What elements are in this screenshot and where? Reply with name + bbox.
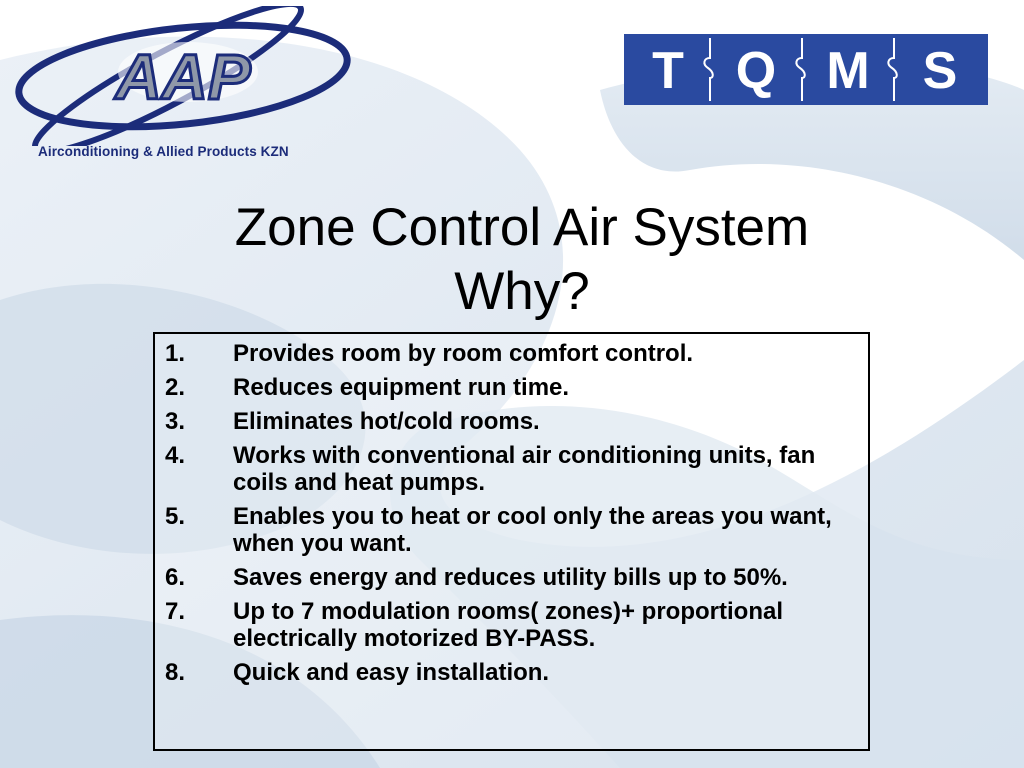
tqms-puzzle-emblem: [624, 34, 988, 105]
item-number: 1.: [165, 340, 186, 367]
slide-title: [150, 196, 894, 324]
item-text: Provides room by room comfort control.: [233, 340, 694, 367]
item-number: 6.: [165, 564, 186, 591]
item-number: 5.: [165, 503, 186, 530]
aap-mark-text: AAP: [115, 41, 251, 113]
item-text: Works with conventional air conditioning units, fan coils and heat pumps.: [233, 442, 816, 496]
title-line-2: Why?: [454, 262, 590, 321]
item-number: 7.: [165, 598, 186, 625]
tqms-logo: [624, 34, 988, 105]
list-item: [165, 598, 858, 652]
list-item: [165, 374, 858, 401]
aap-caption: Airconditioning & Allied Products KZN: [38, 144, 289, 159]
list-item: [165, 659, 858, 686]
tqms-letter-s: S: [922, 42, 958, 100]
item-text: Reduces equipment run time.: [233, 374, 570, 401]
tqms-letter-q: Q: [735, 42, 777, 100]
reasons-box: [153, 332, 870, 751]
title-line-1: Zone Control Air System: [234, 198, 810, 257]
aap-logo: [8, 6, 358, 166]
list-item: [165, 503, 858, 557]
item-text: Up to 7 modulation rooms( zones)+ proportional electrically motorized BY-PASS.: [233, 598, 783, 652]
list-item: [165, 340, 858, 367]
item-number: 4.: [165, 442, 186, 469]
item-text: Quick and easy installation.: [233, 659, 550, 686]
item-text: Enables you to heat or cool only the areas you want, when you want.: [233, 503, 832, 557]
item-text: Eliminates hot/cold rooms.: [233, 408, 540, 435]
item-number: 2.: [165, 374, 186, 401]
list-item: [165, 442, 858, 496]
item-number: 3.: [165, 408, 186, 435]
reasons-list: [155, 334, 868, 686]
list-item: [165, 564, 858, 591]
tqms-letter-t: T: [652, 42, 684, 100]
aap-wordmark: [8, 6, 358, 146]
tqms-letter-m: M: [826, 42, 870, 100]
item-number: 8.: [165, 659, 186, 686]
list-item: [165, 408, 858, 435]
item-text: Saves energy and reduces utility bills up to 50%.: [233, 564, 788, 591]
